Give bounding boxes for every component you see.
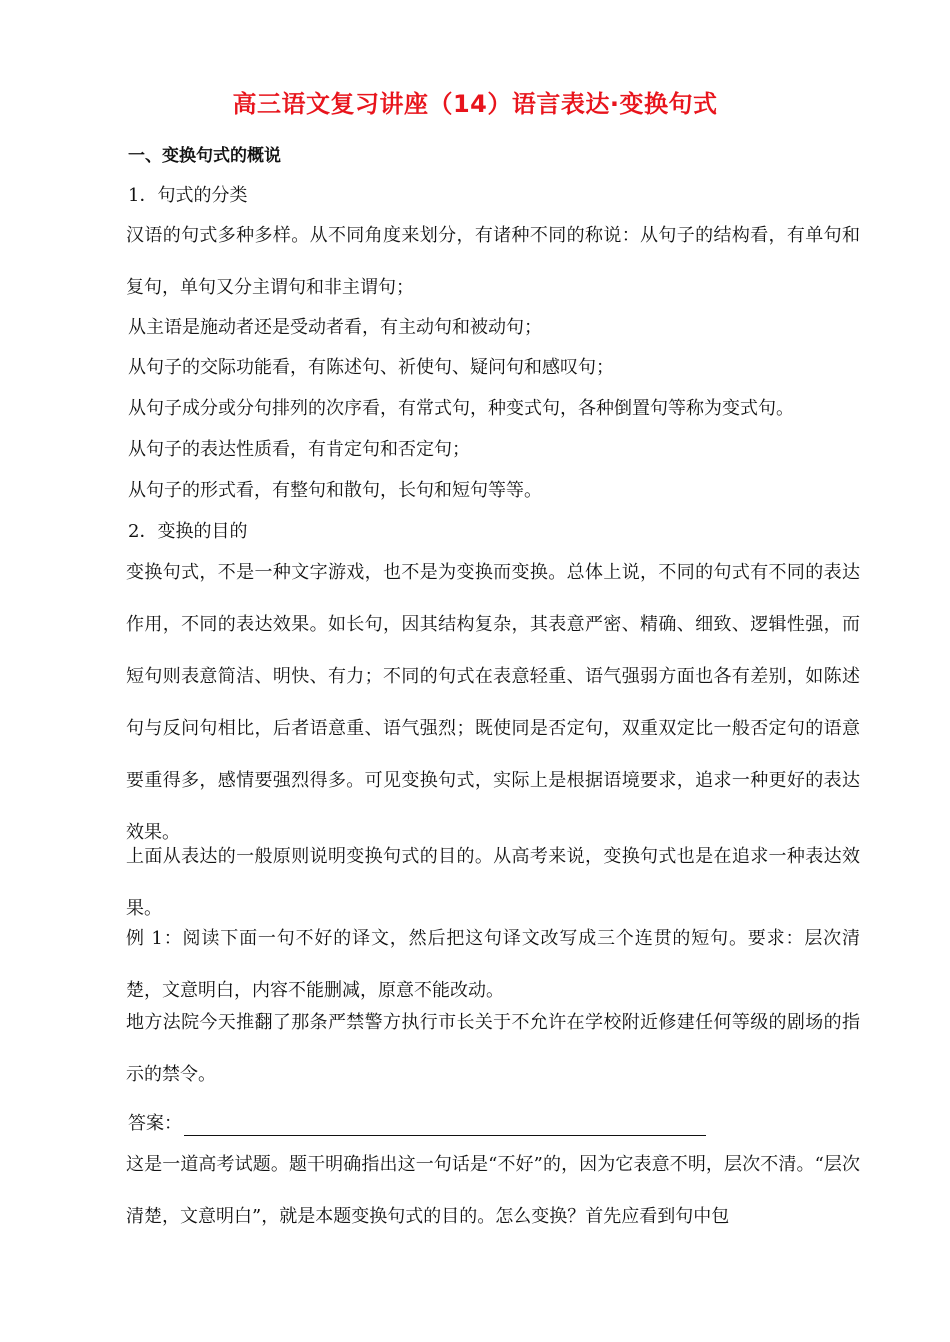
paragraph-order: 从句子成分或分句排列的次序看，有常式句，种变式句，各种倒置句等称为变式句。 (128, 398, 794, 419)
paragraph-example: 例 1：阅读下面一句不好的译文，然后把这句译文改写成三个连贯的短句。要求：层次清楚，文意明白，内容不能删减，原意不能改动。 (126, 928, 860, 1001)
paragraph-sentence: 地方法院今天推翻了那条严禁警方执行市长关于不允许在学校附近修建任何等级的剧场的指示的禁令。 (126, 1012, 860, 1085)
section-heading: 一、变换句式的概说 (128, 146, 281, 166)
paragraph-intro: 汉语的句式多种多样。从不同角度来划分，有诸种不同的称说：从句子的结构看，有单句和复句，单句又分主谓句和非主谓句； (126, 225, 860, 298)
paragraph-analysis: 这是一道高考试题。题干明确指出这一句话是“不好”的，因为它表意不明，层次不清。“层次清楚，文意明白”，就是本题变换句式的目的。怎么变换？首先应看到句中包 (126, 1154, 860, 1227)
answer-line (128, 1112, 706, 1136)
paragraph-purpose: 变换句式，不是一种文字游戏，也不是为变换而变换。总体上说，不同的句式有不同的表达作用，不同的表达效果。如长句，因其结构复杂，其表意严密、精确、细致、逻辑性强，而短句则表意简洁、明快、有力；不同的句式在表意轻重、语气强弱方面也各有差别，如陈述句与反问句相比，后者语意重、语气强烈；既使同是否定句，双重双定比一般否定句的语意要重得多，感情要强烈得多。可见变换句式，实际上是根据语境要求，追求一种更好的表达效果。 (126, 562, 860, 843)
paragraph-form: 从句子的形式看，有整句和散句，长句和短句等等。 (128, 480, 542, 501)
paragraph-function: 从句子的交际功能看，有陈述句、祈使句、疑问句和感叹句； (128, 357, 614, 378)
paragraph-subject: 从主语是施动者还是受动者看，有主动句和被动句； (128, 317, 542, 338)
subheading-classification: 1．句式的分类 (128, 185, 248, 206)
subheading-purpose: 2．变换的目的 (128, 521, 248, 542)
document-title: 高三语文复习讲座（14）语言表达·变换句式 (232, 90, 718, 118)
answer-label: 答案： (128, 1113, 182, 1134)
paragraph-nature: 从句子的表达性质看，有肯定句和否定句； (128, 439, 470, 460)
answer-blank[interactable] (184, 1115, 706, 1136)
paragraph-exam: 上面从表达的一般原则说明变换句式的目的。从高考来说，变换句式也是在追求一种表达效果。 (126, 846, 860, 919)
